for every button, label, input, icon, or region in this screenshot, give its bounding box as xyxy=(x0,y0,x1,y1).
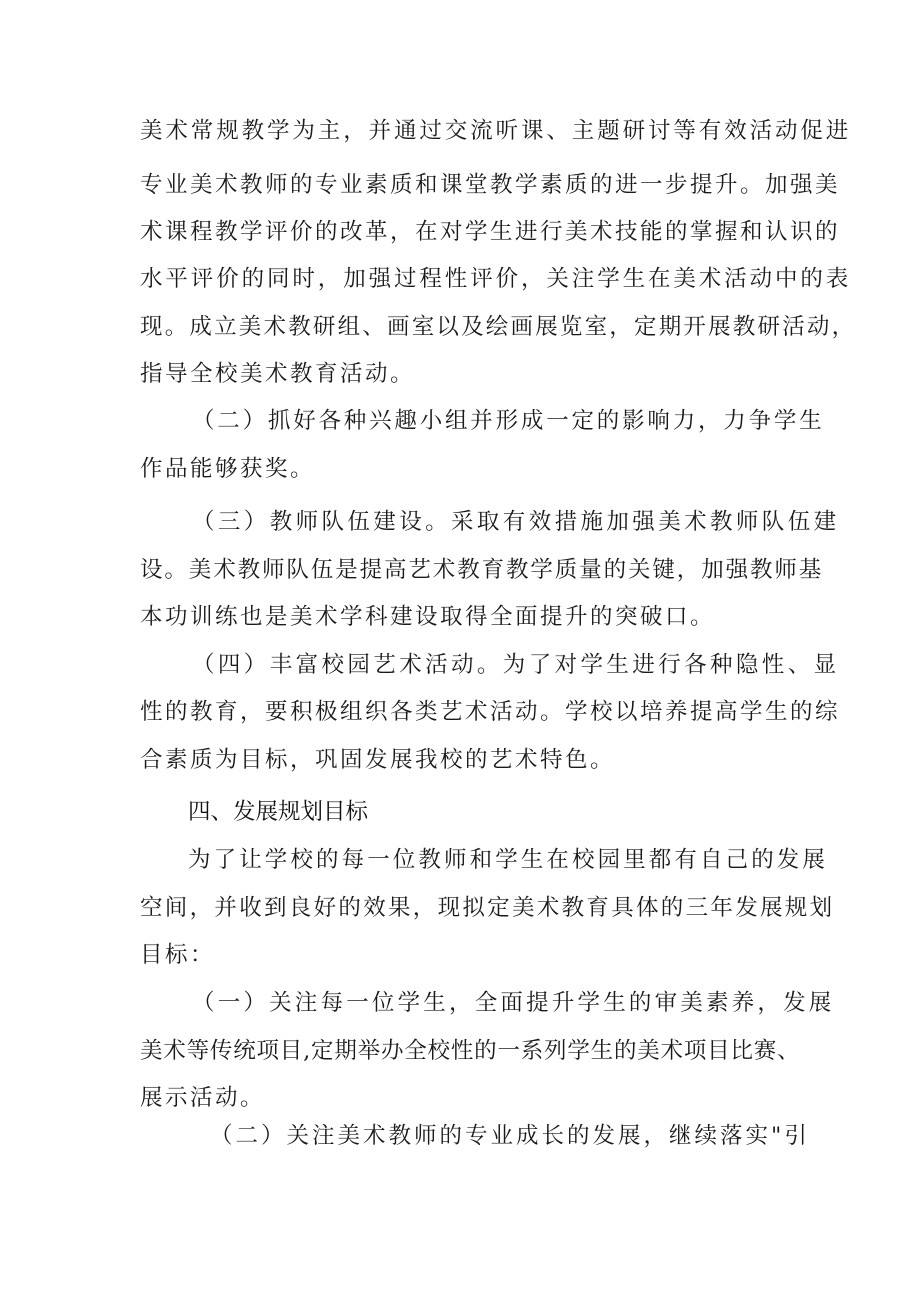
paragraph-6-line-1: （一）关注每一位学生，全面提升学生的审美素养，发展 xyxy=(192,990,835,1016)
paragraph-3-line-3: 本功训练也是美术学科建设取得全面提升的突破口。 xyxy=(140,604,716,630)
paragraph-4-line-1: （四）丰富校园艺术活动。为了对学生进行各种隐性、显 xyxy=(192,652,840,678)
paragraph-1-line-3: 术课程教学评价的改革，在对学生进行美术技能的掌握和认识的 xyxy=(140,219,841,245)
paragraph-3-line-1: （三）教师队伍建设。采取有效措施加强美术教师队伍建 xyxy=(192,509,840,535)
paragraph-1-line-1: 美术常规教学为主，并通过交流听课、主题研讨等有效活动促进 xyxy=(140,118,852,144)
paragraph-5-line-1: 为了让学校的每一位教师和学生在校园里都有自己的发展 xyxy=(188,847,829,873)
paragraph-2-line-2: 作品能够获奖。 xyxy=(140,456,316,482)
paragraph-7-line-1: （二）关注美术教师的专业成长的发展，继续落实"引 xyxy=(210,1123,810,1149)
paragraph-6-line-2: 美术等传统项目,定期举办全校性的一系列学生的美术项目比赛、 xyxy=(140,1038,801,1064)
paragraph-1-line-6: 指导全校美术教育活动。 xyxy=(140,361,416,387)
section-heading: 四、发展规划目标 xyxy=(188,799,369,825)
paragraph-5-line-2: 空间，并收到良好的效果，现拟定美术教育具体的三年发展规划 xyxy=(140,895,835,921)
paragraph-4-line-3: 合素质为目标，巩固发展我校的艺术特色。 xyxy=(140,747,616,773)
paragraph-1-line-5: 现。成立美术教研组、画室以及绘画展览室，定期开展教研活动， xyxy=(140,314,857,340)
paragraph-4-line-2: 性的教育，要积极组织各类艺术活动。学校以培养提高学生的综 xyxy=(140,699,841,725)
paragraph-1-line-4: 水平评价的同时，加强过程性评价，关注学生在美术活动中的表 xyxy=(140,266,852,292)
paragraph-3-line-2: 设。美术教师队伍是提高艺术教育教学质量的关键，加强教师基 xyxy=(140,557,824,583)
paragraph-1-line-2: 专业美术教师的专业素质和课堂教学素质的进一步提升。加强美 xyxy=(140,172,841,198)
paragraph-6-line-3: 展示活动。 xyxy=(140,1085,266,1111)
paragraph-2-line-1: （二）抓好各种兴趣小组并形成一定的影响力，力争学生 xyxy=(192,408,825,434)
paragraph-5-line-3: 目标： xyxy=(140,942,216,968)
